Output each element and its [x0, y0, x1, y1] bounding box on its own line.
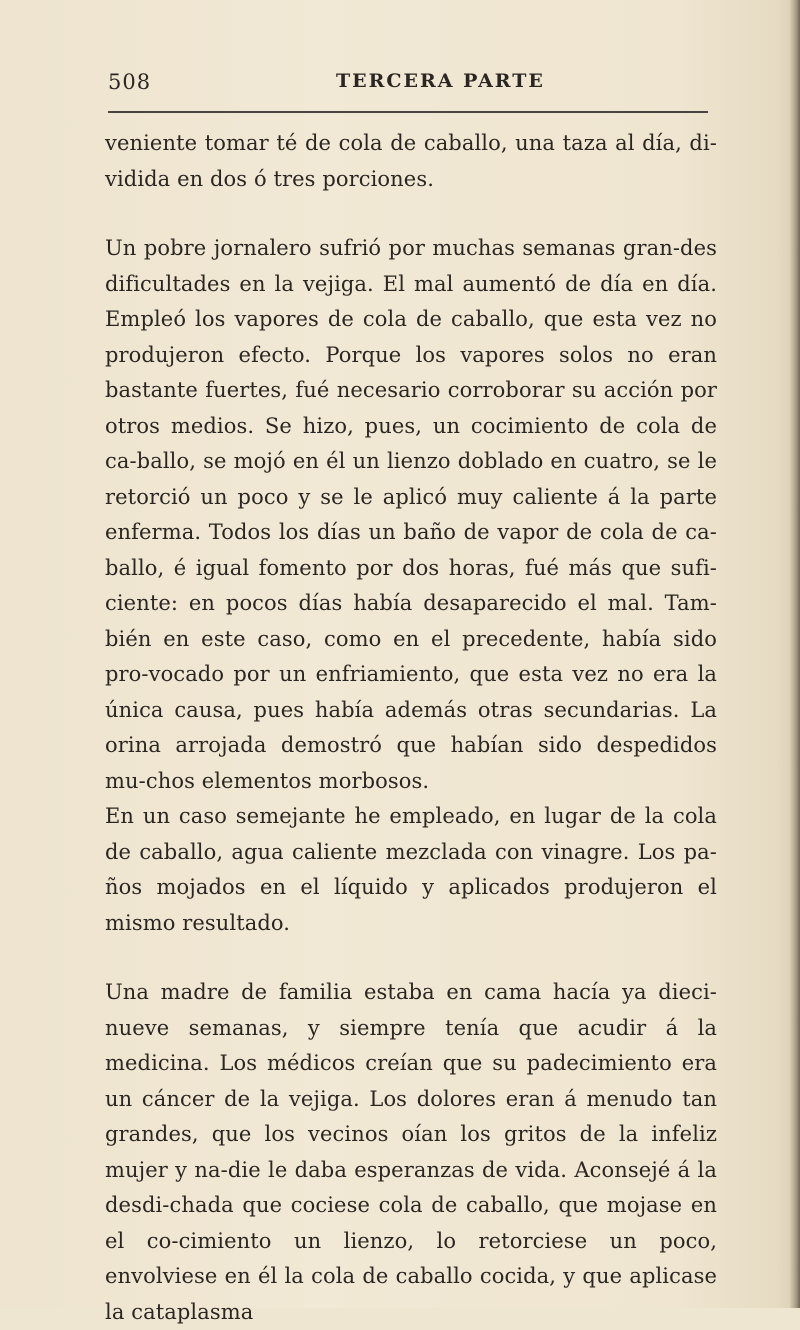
paragraph: Una madre de familia estaba en cama hacía ya dieci-nueve semanas, y siempre tenía que acudir á la medicina. Los médicos creían que su padecimiento era un cáncer de la vejiga. Los dolores eran á menudo tan grandes, que los vecinos oían los gritos de la infeliz mujer y na-die le daba esperanzas de vida. Aconsejé á la desdi-chada que cociese cola de caballo, que mojase en el co-cimiento un lienzo, lo retorciese un poco, envolviese en él la cola de caballo cocida, y que aplicase la cataplasma — [105, 980, 717, 1324]
paragraph: Un pobre jornalero sufrió por muchas semanas gran-des dificultades en la vejiga. El mal aumentó de día en día. Empleó los vapores de cola de caballo, que esta vez no produjeron efecto. Porque los vapores solos no eran bastante fuertes, fué necesario corroborar su acción por otros medios. Se hizo, pues, un cocimiento de cola de ca-ballo, se mojó en él un lienzo doblado en cuatro, se le retorció un poco y se le aplicó muy caliente á la parte enferma. Todos los días un baño de vapor de cola de ca-ballo, é igual fomento por dos horas, fué más que sufi-ciente: en pocos días había desaparecido el mal. Tam-bién en este caso, como en el precedente, había sido pro-vocado por un enfriamiento, que esta vez no era la única causa, pues había además otras secundarias. La orina arrojada demostró que habían sido despedidos mu-chos elementos morbosos. — [105, 236, 717, 793]
page-header — [108, 70, 708, 100]
running-head: TERCERA PARTE — [336, 70, 545, 92]
paragraph: veniente tomar té de cola de caballo, una taza al día, di-vidida en dos ó tres porciones. — [105, 131, 717, 191]
body-text — [105, 126, 717, 1330]
page-number: 508 — [108, 70, 152, 94]
paragraph: En un caso semejante he empleado, en lugar de la cola de caballo, agua caliente mezclada con vinagre. Los pa-ños mojados en el líquido y aplicados produjeron el mismo resultado. — [105, 804, 717, 935]
header-rule — [108, 111, 708, 113]
page-edge-shadow — [790, 0, 800, 1308]
